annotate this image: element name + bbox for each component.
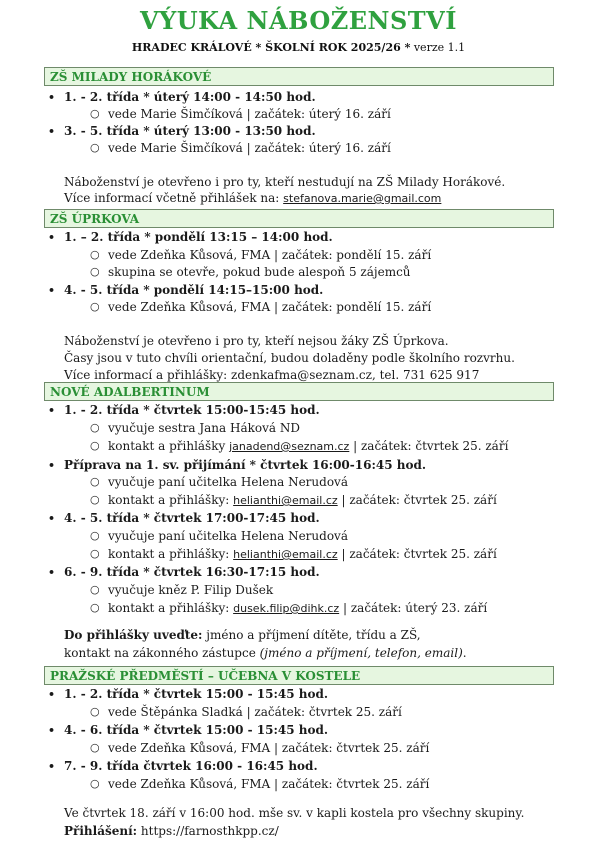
section-heading: PRAŽSKÉ PŘEDMĚSTÍ – UČEBNA V KOSTELE xyxy=(44,666,554,685)
note-text: Do přihlášky uveďte: jméno a příjmení dítěte, třídu a ZŠ, xyxy=(64,628,421,642)
list-subitem: ○ vede Zdeňka Kůsová, FMA | začátek: čtvrtek 25. září xyxy=(90,741,430,755)
note-text: kontakt na zákonného zástupce (jméno a příjmení, telefon, email). xyxy=(64,646,467,660)
list-subitem: ○ vede Zdeňka Kůsová, FMA | začátek: pondělí 15. září xyxy=(90,300,432,314)
section-uprkova xyxy=(44,209,554,382)
list-item: • 3. - 5. třída * úterý 13:00 - 13:50 hod. xyxy=(48,124,316,138)
list-item: • 1. - 2. třída * úterý 14:00 - 14:50 hod. xyxy=(48,90,316,104)
note-text: Ve čtvrtek 18. září v 16:00 hod. mše sv. v kapli kostela pro všechny skupiny. xyxy=(64,806,525,820)
email-link[interactable]: helianthi@email.cz xyxy=(233,494,338,507)
list-subitem: ○ vyučuje paní učitelka Helena Nerudová xyxy=(90,529,348,543)
note-text: Náboženství je otevřeno i pro ty, kteří nejsou žáky ZŠ Úprkova. xyxy=(64,334,449,348)
list-item: • 4. - 5. třída * pondělí 14:15–15:00 hod. xyxy=(48,283,324,297)
list-item: • 4. - 6. třída * čtvrtek 15:00 - 15:45 hod. xyxy=(48,723,329,737)
list-subitem: ○ kontakt a přihlášky: dusek.filip@dihk.cz | začátek: úterý 23. září xyxy=(90,601,488,615)
list-subitem: ○ kontakt a přihlášky: helianthi@email.cz | začátek: čtvrtek 25. září xyxy=(90,547,497,561)
list-subitem: ○ vyučuje paní učitelka Helena Nerudová xyxy=(90,475,348,489)
email-link[interactable]: janadend@seznam.cz xyxy=(229,440,350,453)
list-item: • 1. – 2. třída * pondělí 13:15 – 14:00 hod. xyxy=(48,230,333,244)
email-link[interactable]: dusek.filip@dihk.cz xyxy=(233,602,340,615)
list-subitem: ○ kontakt a přihlášky janadend@seznam.cz | začátek: čtvrtek 25. září xyxy=(90,439,509,453)
section-heading: ZŠ ÚPRKOVA xyxy=(44,209,554,228)
list-item: • 6. - 9. třída * čtvrtek 16:30-17:15 hod. xyxy=(48,565,320,579)
email-link[interactable]: helianthi@email.cz xyxy=(233,548,338,561)
list-item: • 1. - 2. třída * čtvrtek 15:00-15:45 hod. xyxy=(48,403,320,417)
list-subitem: ○ vyučuje sestra Jana Háková ND xyxy=(90,421,300,435)
list-item: • 4. - 5. třída * čtvrtek 17:00-17:45 hod. xyxy=(48,511,320,525)
page-subtitle: HRADEC KRÁLOVÉ * ŠKOLNÍ ROK 2025/26 * verze 1.1 xyxy=(131,41,466,54)
section-nove-adalbertinum xyxy=(44,382,554,660)
list-subitem: ○ vede Zdeňka Kůsová, FMA | začátek: pondělí 15. září xyxy=(90,248,432,262)
list-subitem: ○ skupina se otevře, pokud bude alespoň 5 zájemců xyxy=(90,265,411,279)
section-heading: NOVÉ ADALBERTINUM xyxy=(44,382,554,401)
section-prazske-predmesti xyxy=(44,666,554,838)
email-link[interactable]: stefanova.marie@gmail.com xyxy=(283,192,442,205)
list-subitem: ○ vyučuje kněz P. Filip Dušek xyxy=(90,583,274,597)
section-milady-horakove xyxy=(44,67,554,205)
note-text: Přihlášení: https://farnosthkpp.cz/ xyxy=(64,824,279,838)
list-subitem: ○ kontakt a přihlášky: helianthi@email.cz | začátek: čtvrtek 25. září xyxy=(90,493,497,507)
note-text: Náboženství je otevřeno i pro ty, kteří nestudují na ZŠ Milady Horákové. xyxy=(64,175,506,189)
note-text: Časy jsou v tuto chvíli orientační, budou doladěny podle školního rozvrhu. xyxy=(64,351,515,365)
list-subitem: ○ vede Marie Šimčíková | začátek: úterý 16. září xyxy=(90,141,391,155)
list-item: • 1. - 2. třída * čtvrtek 15:00 - 15:45 hod. xyxy=(48,687,329,701)
list-subitem: ○ vede Štěpánka Sladká | začátek: čtvrtek 25. září xyxy=(90,705,402,719)
section-heading: ZŠ MILADY HORÁKOVÉ xyxy=(44,67,554,86)
list-subitem: ○ vede Zdeňka Kůsová, FMA | začátek: čtvrtek 25. září xyxy=(90,777,430,791)
page-title: VÝUKA NÁBOŽENSTVÍ xyxy=(139,6,458,35)
note-text: Více informací a přihlášky: zdenkafma@seznam.cz, tel. 731 625 917 xyxy=(64,368,480,382)
list-subitem: ○ vede Marie Šimčíková | začátek: úterý 16. září xyxy=(90,107,391,121)
note-text: Více informací včetně přihlášek na: stefanova.marie@gmail.com xyxy=(64,191,442,205)
list-item: • Příprava na 1. sv. přijímání * čtvrtek 16:00-16:45 hod. xyxy=(48,458,427,472)
list-item: • 7. - 9. třída čtvrtek 16:00 - 16:45 hod. xyxy=(48,759,318,773)
